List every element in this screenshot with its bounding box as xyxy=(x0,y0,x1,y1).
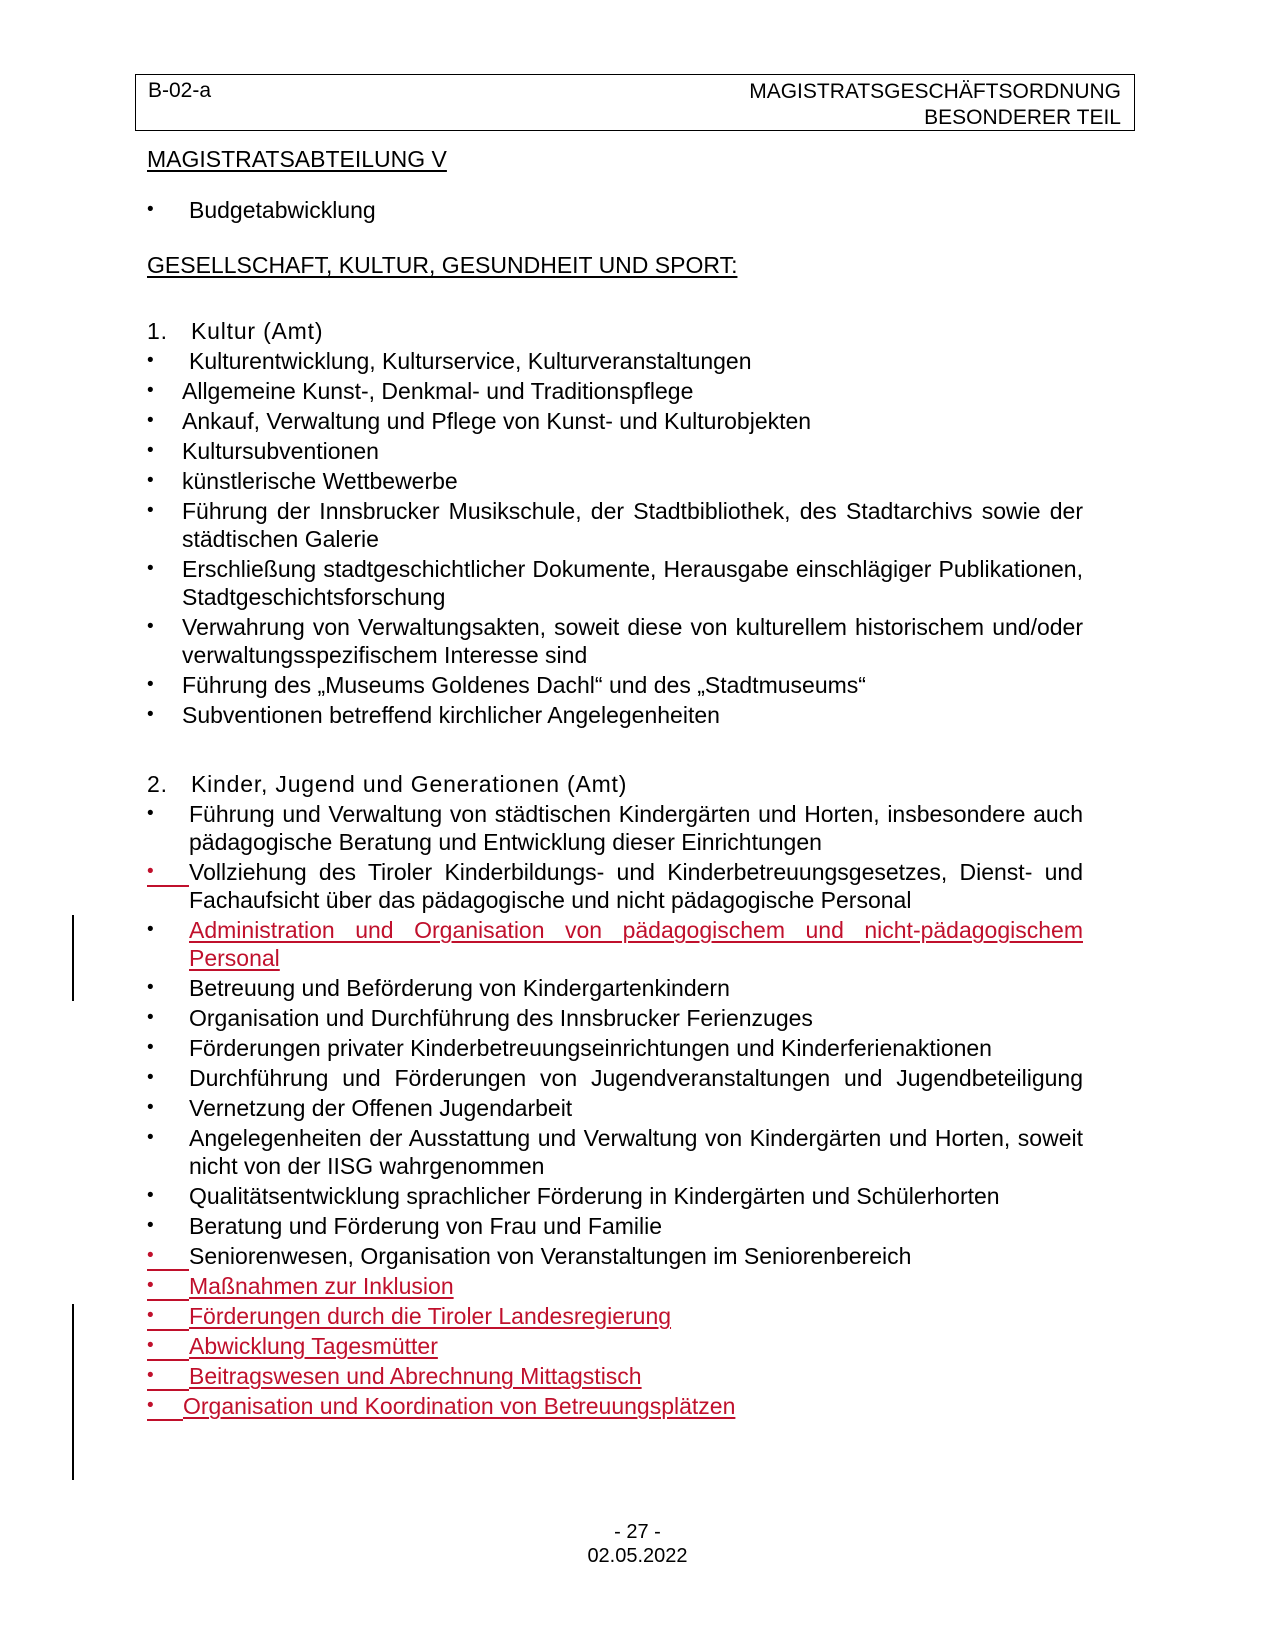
revision-underline xyxy=(147,1299,189,1301)
list-item: • Maßnahmen zur Inklusion xyxy=(147,1273,454,1299)
list-item: • Erschließung stadtgeschichtlicher Dokumente, Herausgabe einschlägiger Publikationen, Stadtgeschichtsforschung xyxy=(147,556,1083,610)
bullet-icon: • xyxy=(147,470,154,491)
document-title xyxy=(749,79,1121,131)
document-date: 02.05.2022 xyxy=(587,1545,688,1567)
list-item: • Betreuung und Beförderung von Kindergartenkindern xyxy=(147,975,730,1001)
list-item: • Angelegenheiten der Ausstattung und Verwaltung von Kindergärten und Horten, soweit nicht von der IISG wahrgenommen xyxy=(147,1125,1083,1179)
revision-underline xyxy=(147,1269,189,1271)
bullet-icon: • xyxy=(147,861,154,882)
list-item: • Führung und Verwaltung von städtischen Kindergärten und Horten, insbesondere auch pädagogische Beratung und Entwicklung dieser Einrichtungen xyxy=(147,801,1083,855)
list-item: • Organisation und Koordination von Betreuungsplätzen xyxy=(147,1393,736,1419)
bullet-icon: • xyxy=(147,350,154,371)
revision-underline xyxy=(147,885,189,887)
list-item: • Kulturentwicklung, Kulturservice, Kulturveranstaltungen xyxy=(147,348,752,374)
list-item: • Allgemeine Kunst-, Denkmal- und Traditionspflege xyxy=(147,378,694,404)
bullet-icon: • xyxy=(147,1305,154,1326)
list-item: • Qualitätsentwicklung sprachlicher Förderung in Kindergärten und Schülerhorten xyxy=(147,1183,1000,1209)
bullet-icon: • xyxy=(147,1335,154,1356)
list-item: • Ankauf, Verwaltung und Pflege von Kunst- und Kulturobjekten xyxy=(147,408,812,434)
list-item: • Vernetzung der Offenen Jugendarbeit xyxy=(147,1095,573,1121)
revision-underline xyxy=(147,1419,183,1421)
bullet-icon: • xyxy=(147,1185,154,1206)
list1-items xyxy=(0,347,1275,731)
list-item: • Subventionen betreffend kirchlicher Angelegenheiten xyxy=(147,702,720,728)
list2-items xyxy=(0,800,1275,1422)
bullet-icon: • xyxy=(147,558,154,579)
list-item: • Abwicklung Tagesmütter xyxy=(147,1333,438,1359)
bullet-icon: • xyxy=(147,380,154,401)
document-title-line1: MAGISTRATSGESCHÄFTSORDNUNG xyxy=(749,80,1121,103)
list-item: • Förderungen durch die Tiroler Landesregierung xyxy=(147,1303,672,1329)
revision-underline xyxy=(147,1359,189,1361)
list-item: • Administration und Organisation von pädagogischem und nicht-pädagogischem Personal xyxy=(147,917,1083,971)
list-item: • Kultursubventionen xyxy=(147,438,379,464)
bullet-icon: • xyxy=(147,500,154,521)
list2-title: 2. Kinder, Jugend und Generationen (Amt) xyxy=(147,771,628,797)
bullet-icon: • xyxy=(147,1395,154,1416)
list-item: • Vollziehung des Tiroler Kinderbildungs- und Kinderbetreuungsgesetzes, Dienst- und Fachaufsicht über das pädagogische und nicht pädagogische Personal xyxy=(147,859,1083,913)
bullet-icon: • xyxy=(147,1037,154,1058)
bullet-icon: • xyxy=(147,803,154,824)
bullet-icon: • xyxy=(147,1275,154,1296)
revision-underline xyxy=(147,1389,189,1391)
bullet-icon: • xyxy=(147,1097,154,1118)
bullet-icon: • xyxy=(147,704,154,725)
intro-list xyxy=(0,196,1275,226)
bullet-icon: • xyxy=(147,674,154,695)
list-item: • Organisation und Durchführung des Innsbrucker Ferienzuges xyxy=(147,1005,813,1031)
bullet-icon: • xyxy=(147,977,154,998)
bullet-icon: • xyxy=(147,919,154,940)
list-item: • Verwahrung von Verwaltungsakten, soweit diese von kulturellem historischem und/oder verwaltungsspezifischem Interesse sind xyxy=(147,614,1083,668)
list1-title: 1. Kultur (Amt) xyxy=(147,318,324,344)
department-heading: MAGISTRATSABTEILUNG V xyxy=(147,146,447,172)
page-footer xyxy=(0,1520,1275,1568)
bullet-icon: • xyxy=(147,1365,154,1386)
list-item: • Führung des „Museums Goldenes Dachl“ und des „Stadtmuseums“ xyxy=(147,672,866,698)
revision-underline xyxy=(147,1329,189,1331)
list-item: • Beitragswesen und Abrechnung Mittagstisch xyxy=(147,1363,642,1389)
bullet-icon: • xyxy=(147,1127,154,1148)
bullet-icon: • xyxy=(147,440,154,461)
section-heading: GESELLSCHAFT, KULTUR, GESUNDHEIT UND SPORT: xyxy=(147,252,738,278)
bullet-icon: • xyxy=(147,1215,154,1236)
page-header xyxy=(135,74,1135,131)
list-item: • Budgetabwicklung xyxy=(147,197,376,223)
list-item: • künstlerische Wettbewerbe xyxy=(147,468,458,494)
bullet-icon: • xyxy=(147,1245,154,1266)
list-item: • Seniorenwesen, Organisation von Veranstaltungen im Seniorenbereich xyxy=(147,1243,912,1269)
list-item: • Führung der Innsbrucker Musikschule, der Stadtbibliothek, des Stadtarchivs sowie der städtischen Galerie xyxy=(147,498,1083,552)
bullet-icon: • xyxy=(147,1007,154,1028)
list-item: • Durchführung und Förderungen von Jugendveranstaltungen und Jugendbeteiligung xyxy=(147,1065,1083,1091)
list-item: • Beratung und Förderung von Frau und Familie xyxy=(147,1213,663,1239)
bullet-icon: • xyxy=(147,1067,154,1088)
bullet-icon: • xyxy=(147,199,154,220)
page-number: - 27 - xyxy=(614,1521,661,1543)
document-code: B-02-a xyxy=(148,79,212,102)
bullet-icon: • xyxy=(147,410,154,431)
bullet-icon: • xyxy=(147,616,154,637)
list-item: • Förderungen privater Kinderbetreuungseinrichtungen und Kinderferienaktionen xyxy=(147,1035,992,1061)
document-title-line2: BESONDERER TEIL xyxy=(924,106,1121,129)
